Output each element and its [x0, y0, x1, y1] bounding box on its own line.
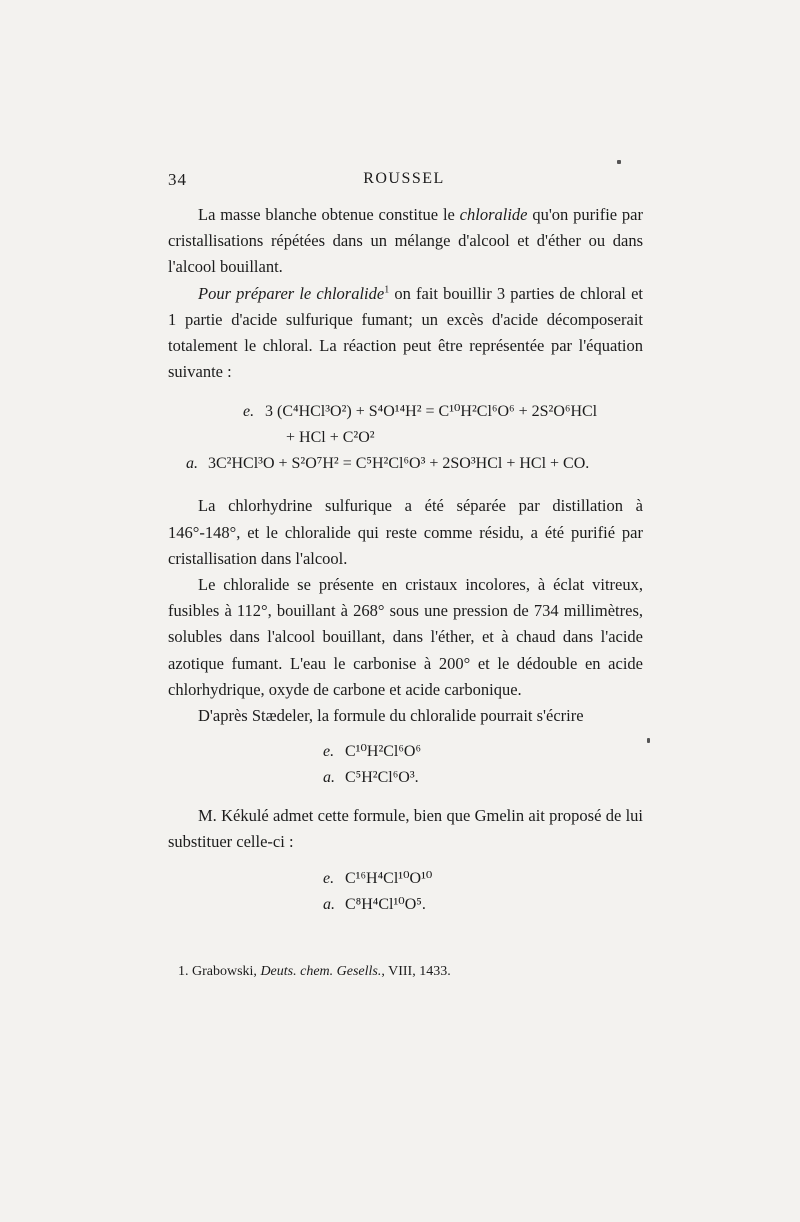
equation-text: 3C²HCl³O + S²O⁷H² = C⁵H²Cl⁶O³ + 2SO³HCl + HCl + CO. — [208, 455, 590, 473]
footnote — [168, 962, 653, 982]
formula-line — [323, 739, 643, 765]
paragraph: D'après Stædeler, la formule du chloralide pourrait s'écrire — [198, 706, 584, 726]
text: on fait bouillir 3 parties de chloral et 1 partie d'acide sulfurique fumant; un excès d'acide décomposerait totalement le chloral. La réaction peut être représentée par l'équation suivante : — [168, 283, 644, 382]
reaction-equation — [168, 399, 643, 477]
text: qu'on purifie par cristallisations répétées dans un mélange d'alcool et d'éther ou dans l'alcool bouillant. — [168, 205, 643, 277]
footnote-reference: , VIII, 1433. — [381, 964, 451, 979]
text: La masse blanche obtenue constitue le — [198, 205, 460, 224]
footnote-author: Grabowski, — [192, 964, 261, 979]
formula-line — [323, 765, 643, 791]
formula-line — [323, 892, 643, 918]
formula-tag: a. — [323, 769, 335, 787]
footnote-marker: 1 — [384, 284, 390, 296]
paragraph: M. Kékulé admet cette formule, bien que Gmelin ait proposé de lui substituer celle-ci : — [168, 806, 643, 852]
formula-text: C¹⁰H²Cl⁶O⁶ — [345, 743, 422, 761]
page-number: 34 — [168, 170, 187, 189]
footnote-number: 1. — [178, 964, 189, 979]
formula-text: C⁸H⁴Cl¹⁰O⁵. — [345, 895, 426, 913]
equation-text: + HCl + C²O² — [286, 429, 375, 447]
ink-speck — [647, 738, 650, 743]
formula-block — [168, 866, 643, 918]
page-header — [168, 170, 640, 194]
equation-line — [168, 399, 643, 425]
paragraph — [168, 281, 643, 386]
formula-block — [168, 739, 643, 791]
formula-tag: a. — [323, 895, 335, 913]
page-body — [168, 202, 643, 930]
paragraph — [168, 202, 643, 281]
equation-tag: e. — [243, 403, 255, 421]
paragraph: Le chloralide se présente en cristaux incolores, à éclat vitreux, fusibles à 112°, bouillant à 268° sous une pression de 734 millimètres, solubles dans l'alcool bouillant, dans l'éther, et à chaud dans l'acide azotique fumant. L'eau le carbonise à 200° et le dédouble en acide chlorhydrique, oxyde de carbone et acide carbonique. — [168, 575, 643, 699]
formula-tag: e. — [323, 869, 335, 887]
paragraph: La chlorhydrine sulfurique a été séparée par distillation à 146°-148°, et le chloralide qui reste comme résidu, a été purifié par cristallisation dans l'alcool. — [168, 496, 643, 568]
equation-line — [168, 425, 643, 451]
formula-text: C⁵H²Cl⁶O³. — [345, 769, 419, 787]
footnote-journal: Deuts. chem. Gesells. — [260, 964, 382, 979]
running-title: ROUSSEL — [363, 170, 445, 187]
equation-tag: a. — [186, 455, 198, 473]
equation-line — [168, 451, 643, 477]
formula-line — [323, 866, 643, 892]
formula-text: C¹⁶H⁴Cl¹⁰O¹⁰ — [345, 869, 433, 887]
emphasis: chloralide — [459, 205, 528, 224]
emphasis: Pour préparer le chloralide — [198, 283, 385, 303]
equation-text: 3 (C⁴HCl³O²) + S⁴O¹⁴H² = C¹⁰H²Cl⁶O⁶ + 2S²O⁶HCl — [265, 403, 598, 421]
ink-speck — [617, 160, 621, 164]
formula-tag: e. — [323, 743, 335, 761]
